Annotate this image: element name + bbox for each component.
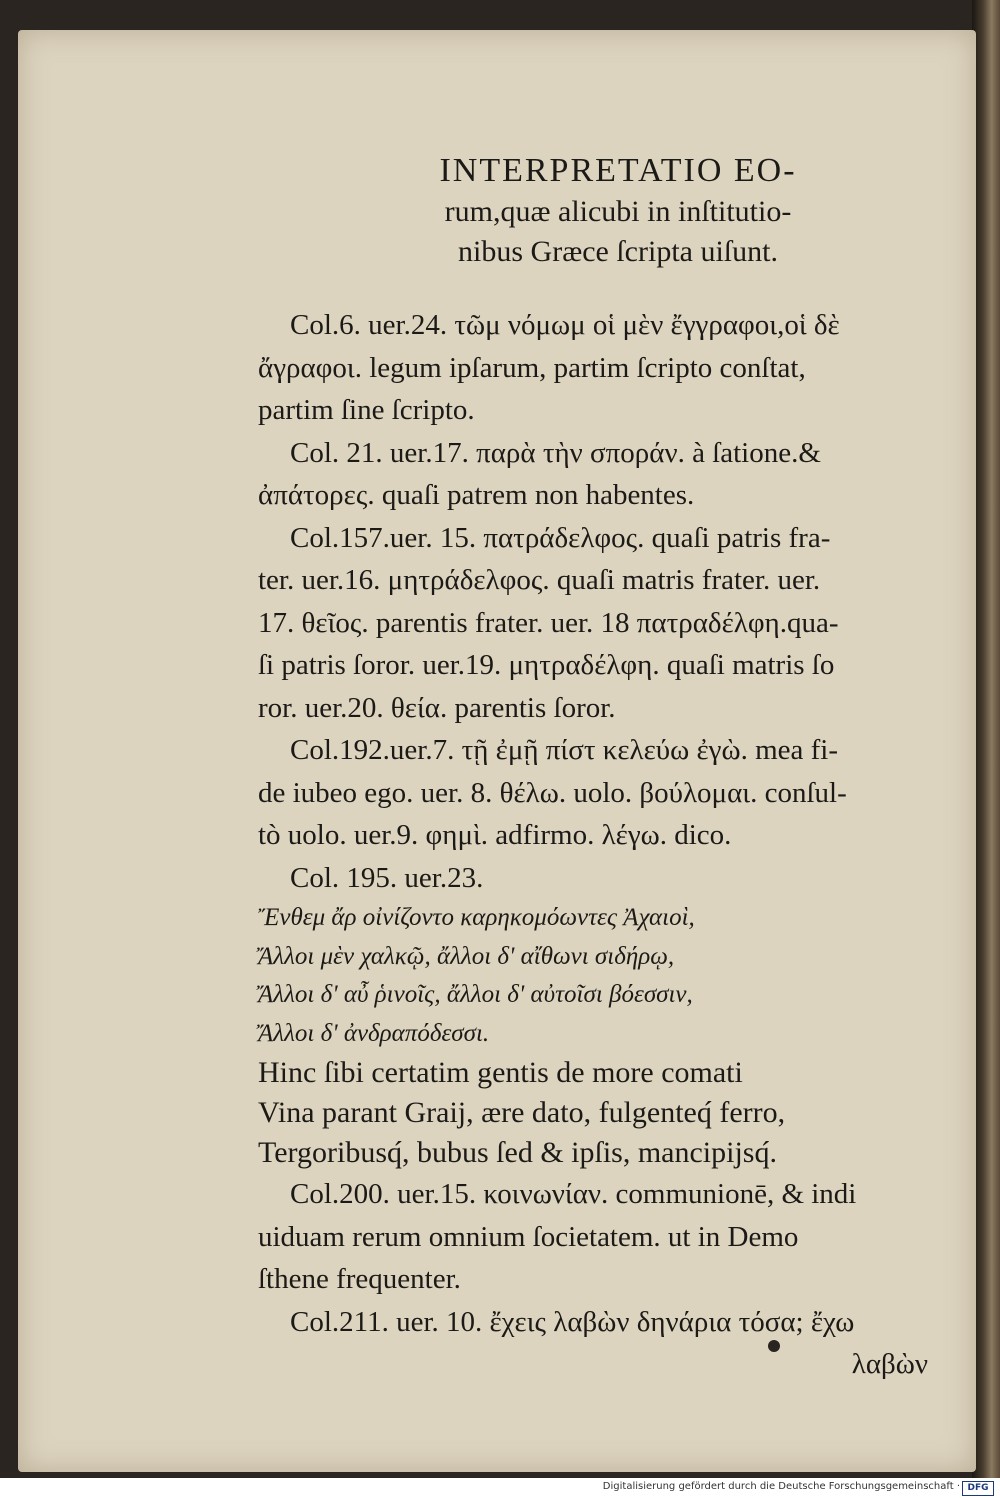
text-line: de iubeo ego. uer. 8. θέλω. uolo. βούλομαι. conſul- (258, 776, 847, 809)
book-page (18, 30, 976, 1472)
verse-line: Ἔνθεμ ἄρ οἰνίζοντο καρηκομόωντες Ἀχαιοὶ, (258, 904, 695, 931)
text-line: Col.192.uer.7. τῇ ἐμῇ πίστ κελεύω ἐγὼ. mea fi- (290, 734, 838, 766)
latin-verse (258, 1053, 938, 1173)
text-line: Col.157.uer. 15. πατράδελφος. quaſi patris fra- (290, 521, 831, 554)
text-line: partim ſine ſcripto. (258, 394, 475, 426)
text-line: uiduam rerum omnium ſocietatem. ut in Demo (258, 1220, 799, 1253)
text-line: ſi patris ſoror. uer.19. μητραδέλφη. quaſi matris ſo (258, 649, 835, 681)
entry-col157 (258, 517, 938, 730)
verse-line: Ἄλλοι δ' ἀνδραπόδεσσι. (258, 1019, 490, 1047)
text-line: ſthene frequenter. (258, 1263, 461, 1295)
entry-col21 (258, 432, 938, 517)
footer-bar (0, 1478, 1000, 1498)
page-title-line2: rum,quæ alicubi in inſtitutio- (444, 195, 792, 228)
page-title: INTERPRETATIO EO- (439, 152, 797, 189)
greek-verse (258, 899, 938, 1053)
text-line: Col. 21. uer.17. παρὰ τὴν σποράν. à ſatione.& (290, 436, 821, 469)
text-line: Col.200. uer.15. κοινωνίαν. communionē, & indi (290, 1178, 857, 1210)
verse-line: Tergoribusq́, bubus ſed & ipſis, mancipijsq́. (258, 1136, 777, 1169)
text-line: tò uolo. uer.9. φημὶ. adfirmo. λέγω. dico. (258, 819, 732, 851)
catchword: λαβὼν (851, 1348, 928, 1380)
text-line: ter. uer.16. μητράδελφος. quaſi matris frater. uer. (258, 564, 821, 596)
entry-col6 (258, 304, 938, 432)
text-line: Col.211. uer. 10. ἔχεις λαβὼν δηνάρια τόσα; ἔχω (290, 1305, 855, 1338)
page-text (258, 150, 938, 1386)
book-edge (972, 0, 1000, 1478)
text-line: ror. uer.20. θεία. parentis ſoror. (258, 691, 616, 724)
dfg-logo[interactable]: DFG (962, 1481, 994, 1496)
text-line: Col.6. uer.24. τῶμ νόμωμ οἱ μὲν ἔγγραφοι,οἱ δὲ (290, 309, 840, 341)
ink-spot (768, 1340, 780, 1352)
text-line: 17. θεῖος. parentis frater. uer. 18 πατραδέλφη.qua- (258, 606, 839, 639)
footer-text: Digitalisierung gefördert durch die Deutsche Forschungsgemeinschaft · (602, 1481, 960, 1492)
page-title-line3: nibus Græce ſcripta uiſunt. (458, 235, 778, 268)
verse-line: Ἄλλοι δ' αὖ ῥινοῖς, ἄλλοι δ' αὐτοῖσι βόεσσιν, (258, 981, 693, 1008)
verse-line: Vina parant Graij, ære dato, fulgenteq́ ferro, (258, 1096, 786, 1129)
verse-line: Ἄλλοι μὲν χαλκῷ, ἄλλοι δ' αἴθωνι σιδήρῳ, (258, 942, 675, 970)
text-line: ἄγραφοι. legum ipſarum, partim ſcripto conſtat, (258, 351, 806, 384)
entry-col195 (258, 857, 938, 900)
entry-col211 (258, 1301, 938, 1386)
verse-line: Hinc ſibi certatim gentis de more comati (258, 1056, 743, 1089)
entry-col200 (258, 1173, 938, 1301)
text-line: ἀπάτορες. quaſi patrem non habentes. (258, 479, 695, 511)
text-line: Col. 195. uer.23. (290, 861, 484, 894)
entry-col192 (258, 729, 938, 857)
